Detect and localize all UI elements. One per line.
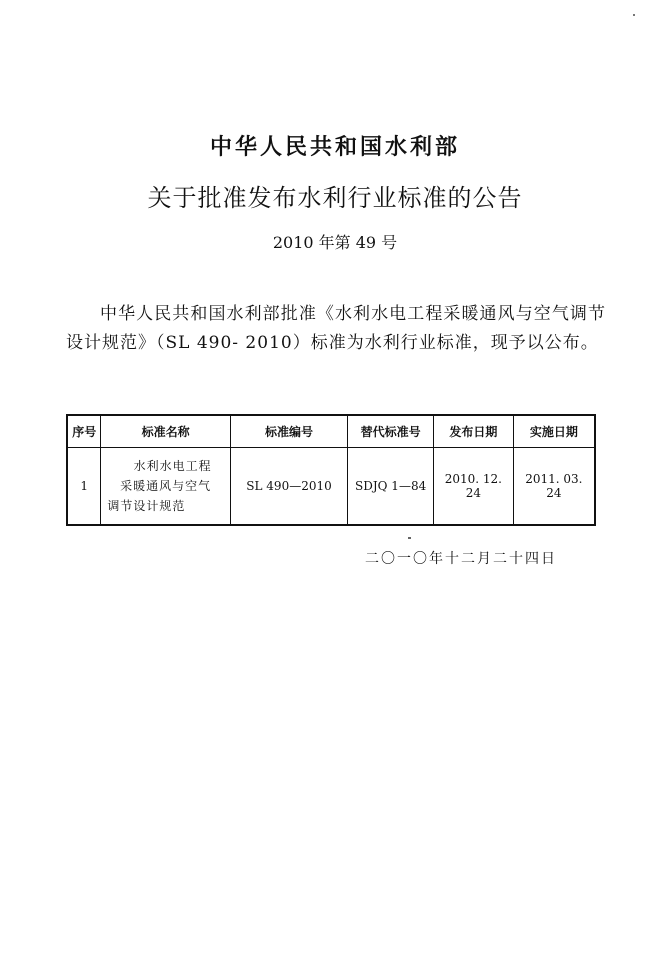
header-code: 标准编号 — [230, 415, 347, 448]
signing-date: 二〇一〇年十二月二十四日 — [365, 551, 557, 567]
header-replaces: 替代标准号 — [348, 415, 434, 448]
issuer-name: 中华人民共和国水利部 — [209, 134, 460, 160]
standard-name-line: 调节设计规范 — [107, 499, 186, 513]
header-index: 序号 — [67, 415, 101, 448]
standard-table — [66, 414, 596, 526]
cell-replaces: SDJQ 1—84 — [348, 448, 434, 526]
table-row — [67, 448, 595, 526]
announcement-number: 2010 年第 49 号 — [272, 233, 398, 252]
table-header-row — [67, 415, 595, 448]
announcement-title: 关于批准发布水利行业标准的公告 — [147, 184, 523, 212]
standard-name-line: 水利水电工程 — [133, 459, 212, 473]
cell-standard-code: SL 490—2010 — [230, 448, 347, 526]
header-issue-date: 发布日期 — [433, 415, 513, 448]
header-effective-date: 实施日期 — [513, 415, 595, 448]
standard-name-line: 采暖通风与空气 — [120, 479, 212, 493]
scan-speck — [633, 14, 635, 16]
announcement-paragraph: 中华人民共和国水利部批准《水利水电工程采暖通风与空气调节设计规范》（SL 490- 2010）标准为水利行业标准，现予以公布。 — [66, 304, 606, 353]
cell-index: 1 — [67, 448, 101, 526]
cell-standard-name — [101, 448, 230, 526]
scan-speck — [408, 537, 411, 539]
header-name: 标准名称 — [101, 415, 230, 448]
cell-effective-date: 2011. 03. 24 — [513, 448, 595, 526]
cell-issue-date: 2010. 12. 24 — [433, 448, 513, 526]
